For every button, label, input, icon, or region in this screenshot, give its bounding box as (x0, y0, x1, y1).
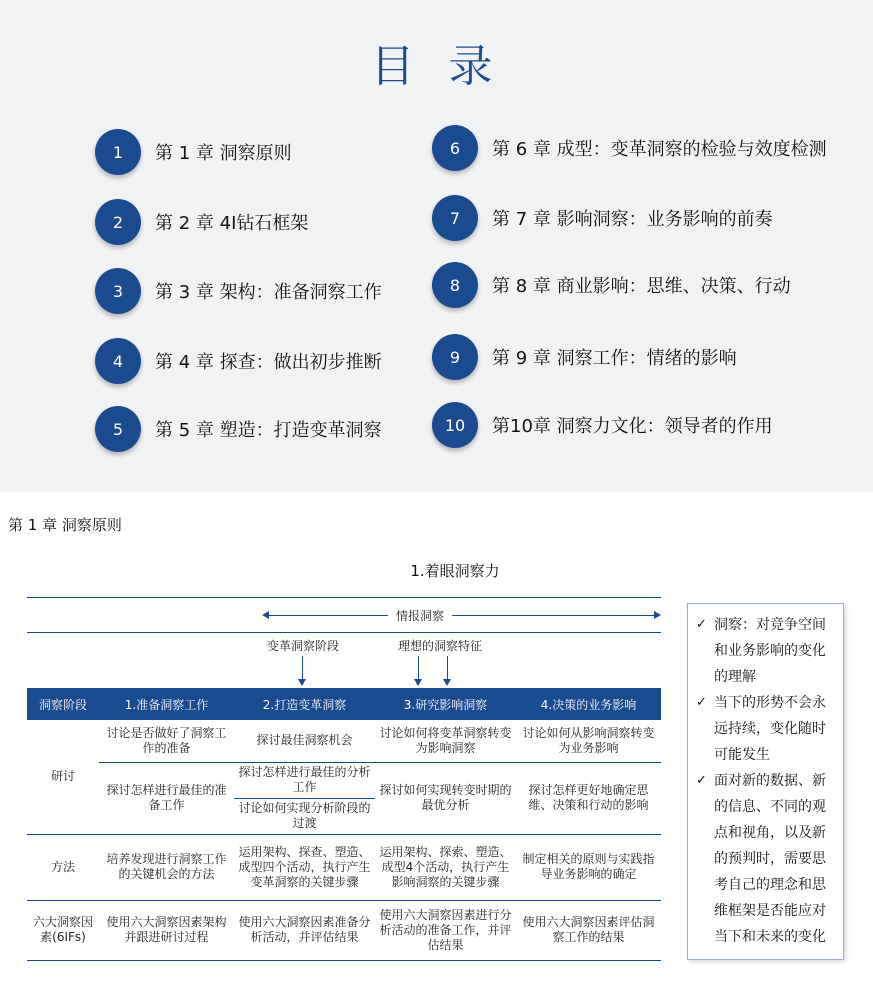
feature-arrow-line (447, 656, 448, 680)
stage-label: 变革洞察阶段 (266, 639, 339, 653)
figure-title: 1.着眼洞察力 (410, 562, 500, 580)
table-header: 3.研究影响洞察 (375, 688, 516, 720)
table-row (27, 762, 661, 798)
table-row (27, 720, 661, 762)
table-cell: 制定相关的原则与实践指导业务影响的确定 (516, 834, 661, 900)
toc-number-badge: 8 (432, 262, 478, 308)
toc-panel (0, 0, 873, 492)
toc-item-label: 第 6 章 成型：变革洞察的检验与效度检测 (492, 139, 827, 160)
toc-number-badge: 2 (95, 199, 141, 245)
table-cell: 探讨如何实现转变时期的最优分析 (375, 762, 516, 834)
toc-item-8[interactable] (432, 260, 791, 310)
table-row (27, 900, 661, 960)
toc-item-label: 第 1 章 洞察原则 (155, 143, 292, 164)
arrow-right-icon (654, 611, 661, 619)
note-item: ✓ 洞察：对竞争空间和业务影响的变化的理解 (696, 612, 837, 690)
toc-item-6[interactable] (432, 123, 827, 173)
arrow-down-icon (298, 679, 306, 686)
table-header-row (27, 688, 661, 720)
toc-item-label: 第 3 章 架构：准备洞察工作 (155, 282, 382, 303)
section-title: 第 1 章 洞察原则 (8, 516, 122, 534)
toc-item-2[interactable] (95, 197, 308, 247)
table-header: 洞察阶段 (27, 688, 99, 720)
toc-item-label: 第 7 章 影响洞察：业务影响的前奏 (492, 209, 773, 230)
feature-arrow-line (418, 656, 419, 680)
toc-number-badge: 1 (95, 129, 141, 175)
table-header: 1.准备洞察工作 (99, 688, 234, 720)
note-item: ✓ 当下的形势不会永远持续，变化随时可能发生 (696, 690, 837, 768)
divider-line (27, 632, 661, 633)
toc-number-badge: 10 (432, 402, 478, 448)
table-header: 2.打造变革洞察 (234, 688, 375, 720)
toc-item-label: 第 4 章 探查：做出初步推断 (155, 352, 382, 373)
toc-number-badge: 5 (95, 406, 141, 452)
toc-number-badge: 3 (95, 268, 141, 314)
toc-item-1[interactable] (95, 127, 292, 177)
table-cell: 使用六大洞察因素评估洞察工作的结果 (516, 900, 661, 960)
toc-item-label: 第 2 章 4I钻石框架 (155, 213, 309, 234)
table-cell: 探讨怎样进行最佳的分析工作 (234, 762, 375, 798)
toc-number-badge: 4 (95, 338, 141, 384)
toc-number-badge: 9 (432, 334, 478, 380)
arrow-left-icon (262, 611, 269, 619)
notes-box (687, 603, 844, 960)
toc-item-4[interactable] (95, 336, 382, 386)
row-label: 研讨 (27, 720, 99, 834)
stage-arrow-line (302, 656, 303, 680)
toc-item-3[interactable] (95, 266, 382, 316)
info-arrow-right-line (452, 615, 654, 616)
feature-label: 理想的洞察特征 (397, 639, 482, 653)
table-cell: 探讨怎样更好地确定思维、决策和行动的影响 (516, 762, 661, 834)
chapter-panel (0, 508, 873, 1000)
arrow-down-icon (414, 679, 422, 686)
toc-item-label: 第10章 洞察力文化：领导者的作用 (492, 416, 773, 437)
toc-item-label: 第 9 章 洞察工作：情绪的影响 (492, 348, 737, 369)
info-arrow-left-line (268, 615, 388, 616)
table-cell: 讨论如何从影响洞察转变为业务影响 (516, 720, 661, 762)
table-cell: 运用架构、探索、塑造、成型4个活动，执行产生影响洞察的关键步骤 (375, 834, 516, 900)
table-cell: 培养发现进行洞察工作的关键机会的方法 (99, 834, 234, 900)
table-cell: 使用六大洞察因素架构并跟进研讨过程 (99, 900, 234, 960)
table-cell: 探讨怎样进行最佳的准备工作 (99, 762, 234, 834)
arrow-down-icon (443, 679, 451, 686)
toc-title: 目 录 (370, 41, 503, 92)
table-cell: 探讨最佳洞察机会 (234, 720, 375, 762)
toc-item-7[interactable] (432, 193, 773, 243)
insight-table (27, 688, 661, 961)
table-row (27, 834, 661, 900)
note-item: ✓ 面对新的数据、新的信息、不同的观点和视角，以及新的预判时，需要思考自己的理念和思维框架是否能应对当下和未来的变化 (696, 768, 837, 950)
info-label: 情报洞察 (395, 609, 444, 623)
table-cell: 使用六大洞察因素准备分析活动，并评估结果 (234, 900, 375, 960)
toc-item-9[interactable] (432, 332, 737, 382)
toc-number-badge: 7 (432, 195, 478, 241)
toc-item-5[interactable] (95, 404, 382, 454)
toc-number-badge: 6 (432, 125, 478, 171)
row-label: 六大洞察因素(6IFs) (27, 900, 99, 960)
toc-item-label: 第 5 章 塑造：打造变革洞察 (155, 420, 382, 441)
table-cell: 讨论如何实现分析阶段的过渡 (234, 798, 375, 834)
table-cell: 讨论如何将变革洞察转变为影响洞察 (375, 720, 516, 762)
table-cell: 运用架构、探查、塑造、成型四个活动，执行产生变革洞察的关键步骤 (234, 834, 375, 900)
toc-item-10[interactable] (432, 400, 773, 450)
table-header: 4.决策的业务影响 (516, 688, 661, 720)
row-label: 方法 (27, 834, 99, 900)
table-cell: 讨论是否做好了洞察工作的准备 (99, 720, 234, 762)
divider-line (27, 597, 661, 598)
table-cell: 使用六大洞察因素进行分析活动的准备工作，并评估结果 (375, 900, 516, 960)
toc-item-label: 第 8 章 商业影响：思维、决策、行动 (492, 276, 791, 297)
